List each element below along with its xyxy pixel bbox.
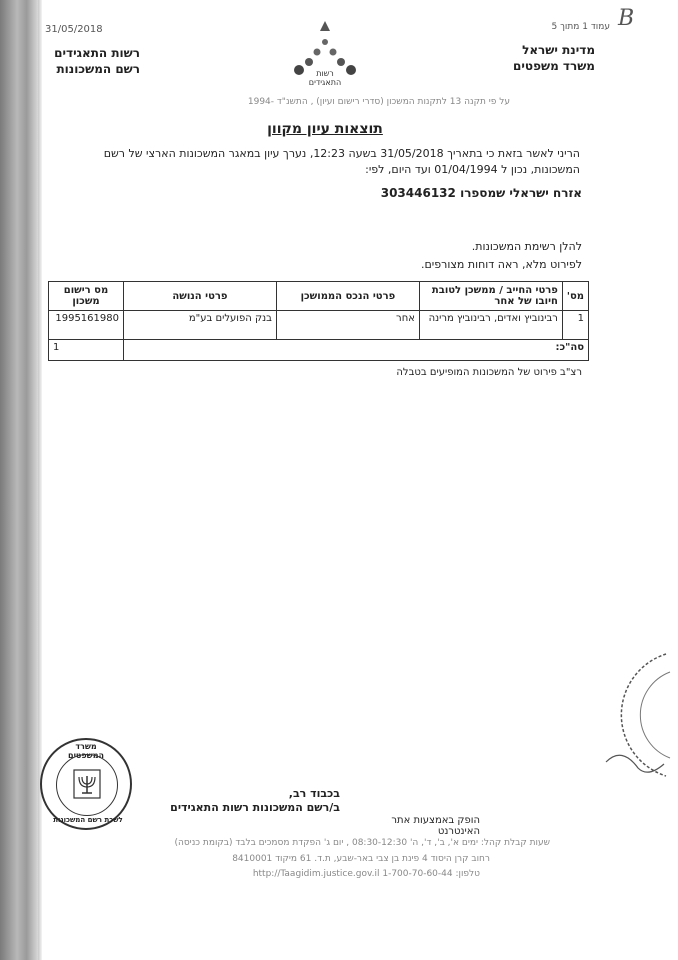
signoff-greeting: בכבוד רב, [288, 787, 340, 800]
contact-details: טלפון: 1-700-70-60-44 http://Taagidim.justice.gov.il [252, 869, 480, 879]
header-creditor: פרטי הנושה [123, 282, 276, 311]
office-hours: שעות קבלת קהל: ימים א', ב', ד', ה' 08:30-12:30 , יום ג' הפקדת מסמכים בלבד (בקומת כניסה) [174, 838, 550, 848]
certification-paragraph: הריני לאשר בזאת כי בתאריך 31/05/2018 בשעה 12:23, נערך עיון במאגר המשכונות הארצי של רשם המשכונות, נכון ל 01/04/1994 ועד היום, לפי: [103, 147, 580, 176]
header-serial: מס' [562, 282, 588, 311]
print-date: 31/05/2018 [45, 24, 103, 35]
authority-name: רשות התאגידים [54, 46, 140, 60]
registrar-name: רשם המשכונות [56, 62, 140, 76]
stamp-text-bottom: לשכת רשם המשכונות [53, 816, 123, 824]
binder-spine-edge [38, 0, 42, 960]
state-name: מדינת ישראל [522, 43, 595, 57]
menorah-emblem-icon [72, 768, 102, 800]
signoff-signatory: ב/רשם המשכונות רשות התאגידים [170, 801, 340, 814]
ministry-name: משרד משפטים [513, 59, 595, 73]
total-label: סה"כ: [123, 340, 588, 361]
handwritten-mark: B [618, 6, 635, 31]
header-debtor: פרטי החייב / ממשכן לטובת חיובו של אחר [419, 282, 562, 311]
document-title: תוצאות עיון מקוון [267, 121, 383, 137]
office-address: רחוב קרן היסוד 4 פינת בן צבי באר-שבע, ת.ד. 61 מיקוד 8410001 [232, 854, 490, 864]
table-row [49, 311, 589, 340]
cell-creditor: בנק הפועלים בע"מ [123, 311, 276, 340]
stamp-text-top: משרד המשפטים [68, 742, 104, 760]
total-value: 1 [49, 340, 124, 361]
liens-table [48, 281, 589, 361]
list-detail: לפירוט מלא, ראה דוחות מצורפים. [421, 258, 582, 271]
table-header-row [49, 282, 589, 311]
ministry-stamp [40, 738, 132, 830]
binder-spine [0, 0, 38, 960]
corporations-authority-header [40, 45, 140, 77]
header-pledged-asset: פרטי הנכס הממושכן [276, 282, 419, 311]
header-registration-no: מס רישום משכון [49, 282, 124, 311]
attached-details-note: רצ"ב פירוט של המשכונות המופיעים בטבלה [396, 367, 582, 378]
ministry-header [495, 42, 595, 74]
table-total-row [49, 340, 589, 361]
cell-pledged-asset: אחר [276, 311, 419, 340]
cell-registration-no: 1995161980 [49, 311, 124, 340]
partial-round-stamp [596, 650, 672, 780]
corporations-authority-logo [282, 18, 368, 88]
produced-via-internet-note: הופק באמצעות אתר האינטרנט [391, 815, 480, 837]
cell-debtor: רבינוביץ ואדים, רבינוביץ מרינה [419, 311, 562, 340]
list-intro: להלן רשימת המשכונות. [471, 240, 582, 253]
logo-text-line1: רשות [316, 69, 334, 78]
page-number: עמוד 1 מתוך 5 [551, 22, 610, 32]
cell-serial: 1 [562, 311, 588, 340]
citizen-id-line: אזרח ישראלי שמספרו 303446132 [380, 186, 582, 200]
logo-text-line2: התאגידים [308, 78, 342, 87]
regulation-reference: על פי תקנה 13 לתקנות המשכון (סדרי רישום ועיון) , התשנ"ד -1994 [247, 97, 510, 107]
